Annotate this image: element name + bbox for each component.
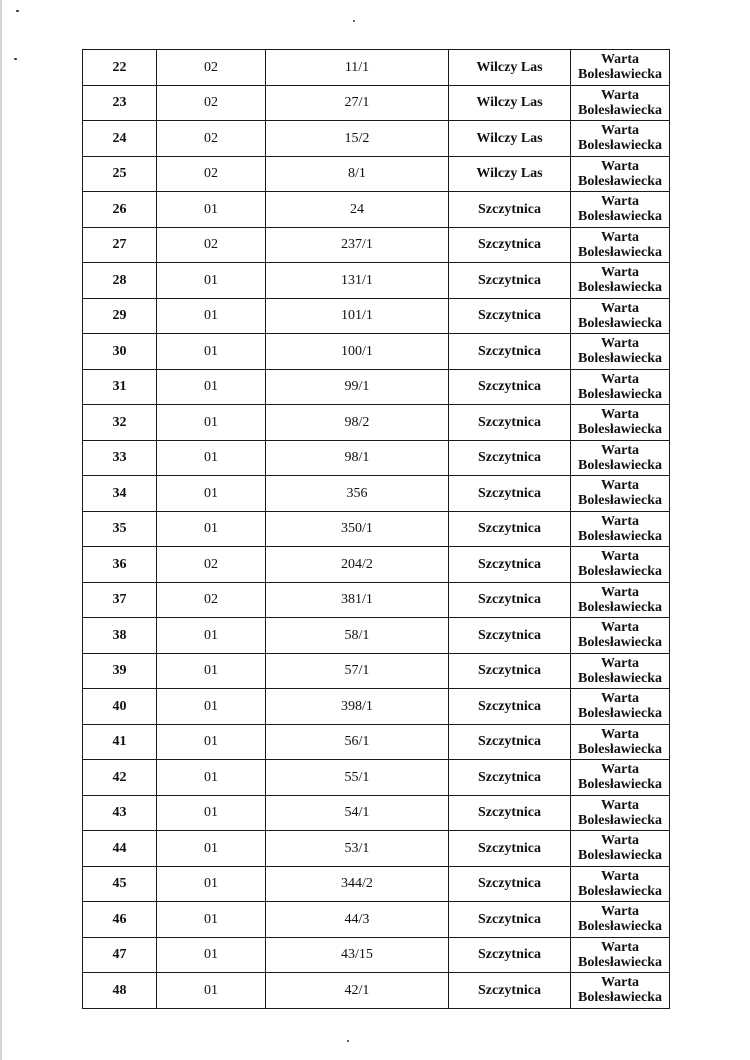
table-row xyxy=(83,547,670,583)
locality-cell: Szczytnica xyxy=(449,760,571,796)
locality-cell: Szczytnica xyxy=(449,795,571,831)
locality-cell: Szczytnica xyxy=(449,902,571,938)
municipality-line-1: Warta xyxy=(600,939,640,955)
obreb-cell: 01 xyxy=(157,263,266,299)
row-number-cell: 28 xyxy=(83,263,157,299)
obreb-cell: 02 xyxy=(157,50,266,86)
municipality-line-1: Warta xyxy=(600,726,640,742)
parcel-table-body xyxy=(83,50,670,1009)
table-row xyxy=(83,298,670,334)
municipality-line-1: Warta xyxy=(600,797,640,813)
locality-cell: Szczytnica xyxy=(449,227,571,263)
municipality-cell xyxy=(571,511,670,547)
table-row xyxy=(83,760,670,796)
row-number-cell: 31 xyxy=(83,369,157,405)
municipality-line-1: Warta xyxy=(600,584,640,600)
row-number-cell: 40 xyxy=(83,689,157,725)
locality-cell: Szczytnica xyxy=(449,582,571,618)
municipality-cell xyxy=(571,121,670,157)
municipality-line-2: Bolesławiecka xyxy=(578,351,662,367)
table-row xyxy=(83,973,670,1009)
locality-cell: Szczytnica xyxy=(449,831,571,867)
row-number-cell: 46 xyxy=(83,902,157,938)
municipality-line-2: Bolesławiecka xyxy=(578,280,662,296)
page-edge xyxy=(0,0,2,1060)
municipality-line-1: Warta xyxy=(600,407,640,423)
parcel-number-cell: 24 xyxy=(266,192,449,228)
row-number-cell: 30 xyxy=(83,334,157,370)
locality-cell: Szczytnica xyxy=(449,263,571,299)
parcel-number-cell: 55/1 xyxy=(266,760,449,796)
row-number-cell: 48 xyxy=(83,973,157,1009)
parcel-number-cell: 44/3 xyxy=(266,902,449,938)
municipality-line-2: Bolesławiecka xyxy=(578,883,662,899)
scan-speck xyxy=(14,58,17,60)
obreb-cell: 01 xyxy=(157,653,266,689)
parcel-number-cell: 98/2 xyxy=(266,405,449,441)
row-number-cell: 25 xyxy=(83,156,157,192)
municipality-line-1: Warta xyxy=(600,229,640,245)
parcel-number-cell: 131/1 xyxy=(266,263,449,299)
table-row xyxy=(83,831,670,867)
municipality-cell xyxy=(571,476,670,512)
scan-speck xyxy=(347,1040,349,1042)
obreb-cell: 01 xyxy=(157,440,266,476)
municipality-cell xyxy=(571,547,670,583)
parcel-number-cell: 42/1 xyxy=(266,973,449,1009)
obreb-cell: 01 xyxy=(157,760,266,796)
municipality-cell xyxy=(571,440,670,476)
locality-cell: Szczytnica xyxy=(449,405,571,441)
municipality-line-2: Bolesławiecka xyxy=(578,564,662,580)
row-number-cell: 39 xyxy=(83,653,157,689)
municipality-line-1: Warta xyxy=(600,300,640,316)
municipality-line-2: Bolesławiecka xyxy=(578,919,662,935)
row-number-cell: 24 xyxy=(83,121,157,157)
parcel-number-cell: 381/1 xyxy=(266,582,449,618)
obreb-cell: 01 xyxy=(157,476,266,512)
row-number-cell: 27 xyxy=(83,227,157,263)
row-number-cell: 32 xyxy=(83,405,157,441)
locality-cell: Szczytnica xyxy=(449,866,571,902)
obreb-cell: 01 xyxy=(157,369,266,405)
table-row xyxy=(83,121,670,157)
obreb-cell: 01 xyxy=(157,795,266,831)
row-number-cell: 44 xyxy=(83,831,157,867)
table-row xyxy=(83,618,670,654)
obreb-cell: 01 xyxy=(157,866,266,902)
municipality-cell xyxy=(571,298,670,334)
locality-cell: Szczytnica xyxy=(449,476,571,512)
parcel-number-cell: 15/2 xyxy=(266,121,449,157)
municipality-cell xyxy=(571,902,670,938)
municipality-line-2: Bolesławiecka xyxy=(578,102,662,118)
municipality-line-1: Warta xyxy=(600,975,640,991)
parcel-number-cell: 98/1 xyxy=(266,440,449,476)
parcel-number-cell: 344/2 xyxy=(266,866,449,902)
scan-speck xyxy=(16,10,19,12)
table-row xyxy=(83,582,670,618)
locality-cell: Szczytnica xyxy=(449,511,571,547)
locality-cell: Szczytnica xyxy=(449,618,571,654)
municipality-cell xyxy=(571,369,670,405)
row-number-cell: 22 xyxy=(83,50,157,86)
municipality-line-2: Bolesławiecka xyxy=(578,315,662,331)
row-number-cell: 23 xyxy=(83,85,157,121)
row-number-cell: 29 xyxy=(83,298,157,334)
table-row xyxy=(83,369,670,405)
obreb-cell: 02 xyxy=(157,582,266,618)
parcel-number-cell: 99/1 xyxy=(266,369,449,405)
obreb-cell: 01 xyxy=(157,405,266,441)
municipality-line-1: Warta xyxy=(600,691,640,707)
obreb-cell: 01 xyxy=(157,334,266,370)
obreb-cell: 02 xyxy=(157,85,266,121)
row-number-cell: 42 xyxy=(83,760,157,796)
locality-cell: Szczytnica xyxy=(449,724,571,760)
municipality-line-2: Bolesławiecka xyxy=(578,244,662,260)
parcel-number-cell: 204/2 xyxy=(266,547,449,583)
municipality-cell xyxy=(571,689,670,725)
municipality-line-1: Warta xyxy=(600,52,640,68)
obreb-cell: 02 xyxy=(157,121,266,157)
parcel-number-cell: 8/1 xyxy=(266,156,449,192)
row-number-cell: 35 xyxy=(83,511,157,547)
obreb-cell: 01 xyxy=(157,831,266,867)
table-row xyxy=(83,227,670,263)
parcel-number-cell: 53/1 xyxy=(266,831,449,867)
table-row xyxy=(83,689,670,725)
locality-cell: Szczytnica xyxy=(449,334,571,370)
locality-cell: Wilczy Las xyxy=(449,85,571,121)
row-number-cell: 43 xyxy=(83,795,157,831)
municipality-line-1: Warta xyxy=(600,478,640,494)
obreb-cell: 01 xyxy=(157,618,266,654)
obreb-cell: 01 xyxy=(157,973,266,1009)
municipality-line-2: Bolesławiecka xyxy=(578,457,662,473)
municipality-cell xyxy=(571,973,670,1009)
municipality-line-2: Bolesławiecka xyxy=(578,138,662,154)
table-row xyxy=(83,866,670,902)
table-row xyxy=(83,511,670,547)
locality-cell: Wilczy Las xyxy=(449,121,571,157)
obreb-cell: 01 xyxy=(157,298,266,334)
municipality-line-1: Warta xyxy=(600,123,640,139)
municipality-line-2: Bolesławiecka xyxy=(578,386,662,402)
municipality-cell xyxy=(571,192,670,228)
locality-cell: Szczytnica xyxy=(449,440,571,476)
municipality-line-1: Warta xyxy=(600,87,640,103)
parcel-number-cell: 237/1 xyxy=(266,227,449,263)
municipality-line-2: Bolesławiecka xyxy=(578,706,662,722)
parcel-number-cell: 27/1 xyxy=(266,85,449,121)
municipality-line-1: Warta xyxy=(600,158,640,174)
municipality-line-2: Bolesławiecka xyxy=(578,741,662,757)
municipality-cell xyxy=(571,760,670,796)
table-row xyxy=(83,902,670,938)
municipality-cell xyxy=(571,334,670,370)
table-row xyxy=(83,476,670,512)
obreb-cell: 01 xyxy=(157,937,266,973)
row-number-cell: 45 xyxy=(83,866,157,902)
obreb-cell: 01 xyxy=(157,689,266,725)
municipality-cell xyxy=(571,653,670,689)
row-number-cell: 34 xyxy=(83,476,157,512)
locality-cell: Szczytnica xyxy=(449,653,571,689)
table-row xyxy=(83,85,670,121)
municipality-line-2: Bolesławiecka xyxy=(578,670,662,686)
parcel-number-cell: 350/1 xyxy=(266,511,449,547)
parcel-number-cell: 100/1 xyxy=(266,334,449,370)
row-number-cell: 41 xyxy=(83,724,157,760)
municipality-line-1: Warta xyxy=(600,833,640,849)
municipality-cell xyxy=(571,831,670,867)
municipality-line-1: Warta xyxy=(600,265,640,281)
municipality-line-1: Warta xyxy=(600,620,640,636)
row-number-cell: 37 xyxy=(83,582,157,618)
municipality-line-1: Warta xyxy=(600,655,640,671)
municipality-cell xyxy=(571,937,670,973)
municipality-cell xyxy=(571,866,670,902)
locality-cell: Szczytnica xyxy=(449,689,571,725)
municipality-line-2: Bolesławiecka xyxy=(578,209,662,225)
municipality-line-1: Warta xyxy=(600,868,640,884)
municipality-line-2: Bolesławiecka xyxy=(578,635,662,651)
table-row xyxy=(83,937,670,973)
parcel-number-cell: 57/1 xyxy=(266,653,449,689)
parcel-number-cell: 11/1 xyxy=(266,50,449,86)
municipality-line-2: Bolesławiecka xyxy=(578,173,662,189)
municipality-line-2: Bolesławiecka xyxy=(578,812,662,828)
obreb-cell: 02 xyxy=(157,156,266,192)
scan-speck xyxy=(353,20,355,22)
row-number-cell: 38 xyxy=(83,618,157,654)
locality-cell: Szczytnica xyxy=(449,298,571,334)
municipality-line-2: Bolesławiecka xyxy=(578,422,662,438)
municipality-line-2: Bolesławiecka xyxy=(578,599,662,615)
parcel-number-cell: 43/15 xyxy=(266,937,449,973)
table-row xyxy=(83,405,670,441)
municipality-line-1: Warta xyxy=(600,513,640,529)
parcel-number-cell: 54/1 xyxy=(266,795,449,831)
municipality-line-2: Bolesławiecka xyxy=(578,528,662,544)
table-row xyxy=(83,334,670,370)
obreb-cell: 01 xyxy=(157,511,266,547)
locality-cell: Szczytnica xyxy=(449,192,571,228)
municipality-cell xyxy=(571,795,670,831)
obreb-cell: 02 xyxy=(157,547,266,583)
parcel-number-cell: 101/1 xyxy=(266,298,449,334)
table-row xyxy=(83,795,670,831)
municipality-line-1: Warta xyxy=(600,549,640,565)
municipality-cell xyxy=(571,50,670,86)
municipality-cell xyxy=(571,618,670,654)
table-row xyxy=(83,263,670,299)
obreb-cell: 01 xyxy=(157,902,266,938)
parcel-number-cell: 398/1 xyxy=(266,689,449,725)
table-row xyxy=(83,724,670,760)
municipality-line-2: Bolesławiecka xyxy=(578,848,662,864)
municipality-line-2: Bolesławiecka xyxy=(578,67,662,83)
locality-cell: Wilczy Las xyxy=(449,156,571,192)
municipality-cell xyxy=(571,724,670,760)
table-row xyxy=(83,192,670,228)
municipality-cell xyxy=(571,227,670,263)
obreb-cell: 02 xyxy=(157,227,266,263)
municipality-line-1: Warta xyxy=(600,194,640,210)
locality-cell: Szczytnica xyxy=(449,547,571,583)
municipality-cell xyxy=(571,85,670,121)
municipality-line-2: Bolesławiecka xyxy=(578,954,662,970)
municipality-line-1: Warta xyxy=(600,371,640,387)
obreb-cell: 01 xyxy=(157,192,266,228)
table-row xyxy=(83,653,670,689)
locality-cell: Wilczy Las xyxy=(449,50,571,86)
row-number-cell: 36 xyxy=(83,547,157,583)
municipality-line-1: Warta xyxy=(600,904,640,920)
parcel-number-cell: 58/1 xyxy=(266,618,449,654)
municipality-cell xyxy=(571,405,670,441)
obreb-cell: 01 xyxy=(157,724,266,760)
municipality-cell xyxy=(571,582,670,618)
row-number-cell: 47 xyxy=(83,937,157,973)
municipality-line-1: Warta xyxy=(600,762,640,778)
municipality-line-2: Bolesławiecka xyxy=(578,990,662,1006)
locality-cell: Szczytnica xyxy=(449,369,571,405)
row-number-cell: 33 xyxy=(83,440,157,476)
municipality-line-1: Warta xyxy=(600,442,640,458)
table-row xyxy=(83,50,670,86)
locality-cell: Szczytnica xyxy=(449,973,571,1009)
parcel-number-cell: 56/1 xyxy=(266,724,449,760)
municipality-cell xyxy=(571,156,670,192)
municipality-line-2: Bolesławiecka xyxy=(578,493,662,509)
locality-cell: Szczytnica xyxy=(449,937,571,973)
municipality-line-2: Bolesławiecka xyxy=(578,777,662,793)
table-row xyxy=(83,440,670,476)
municipality-cell xyxy=(571,263,670,299)
table-row xyxy=(83,156,670,192)
municipality-line-1: Warta xyxy=(600,336,640,352)
row-number-cell: 26 xyxy=(83,192,157,228)
parcel-table xyxy=(82,49,670,1009)
parcel-number-cell: 356 xyxy=(266,476,449,512)
